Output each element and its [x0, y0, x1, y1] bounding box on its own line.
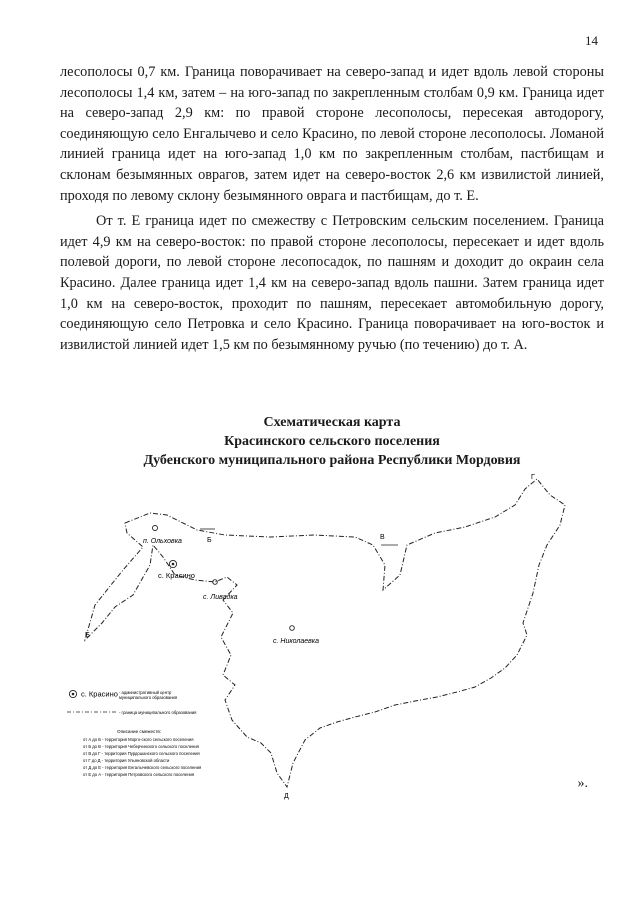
legend-center-marker-dot: [72, 693, 75, 696]
center-marker-krasino-dot: [172, 563, 175, 566]
legend-line-4: от Г до Д - территория Ульяновской области: [83, 758, 170, 763]
legend-center-desc-1: - административный центр: [119, 690, 172, 695]
body-text: [60, 62, 604, 360]
legend-description-title: Описание смежеств:: [117, 729, 162, 734]
map-title-line-3: Дубенского муниципального района Республики Мордовия: [143, 453, 521, 468]
settlement-label-livadka: с. Ливадка: [203, 594, 238, 601]
point-label-v: В: [380, 534, 385, 541]
schematic-map: [55, 465, 595, 805]
settlement-label-olkhovka: п. Ольховка: [143, 538, 182, 545]
closing-quote: ».: [577, 776, 588, 791]
map-title: [60, 413, 604, 470]
legend-center-desc-2: муниципального образования: [119, 695, 178, 700]
legend-line-1: от А до Б - территория Морго-ского сельского поселения: [83, 737, 194, 742]
map-title-line-1: Схематическая карта: [263, 415, 401, 430]
map-title-line-2: Красинского сельского поселения: [224, 434, 440, 449]
legend-line-2: от Б до В - территория Чеберчинского сельского поселения: [83, 744, 199, 749]
settlement-marker-nikolaevka: [290, 626, 295, 631]
legend-line-3: от В до Г - территория Пурдошанского сельского поселения: [83, 751, 200, 756]
legend-line-5: от Д до Е - территория Енгалычевского сельского поселения: [83, 765, 202, 770]
settlement-label-nikolaevka: с. Николаевка: [273, 638, 319, 645]
paragraph-1: лесополосы 0,7 км. Граница поворачивает на северо-запад и идет вдоль левой стороны лесополосы 1,4 км, затем – на юго-запад по закрепленным столбам 0,9 км. Граница идет на северо-запад 2,9 км: по правой стороне лесополосы, пересекая автодорогу, соединяющую село Енгалычево и село Красино, по левой стороне лесополосы. Ломаной линией граница идет на юго-запад 1,0 км по закрепленным столбам, пастбищам и склонам безымянных оврагов, затем идет на северо-восток 2,6 км извилистой линией, проходя по левому склону безымянного оврага и пастбищам, до т. Е.: [60, 64, 604, 204]
map-drawing: [55, 465, 595, 805]
settlement-marker-olkhovka: [153, 526, 158, 531]
point-label-e: Е: [85, 632, 90, 639]
point-label-g: Г: [531, 474, 535, 481]
legend-line-6: от Е до А - территория Петровского сельского поселения: [83, 772, 195, 777]
map-legend: [67, 690, 201, 778]
settlement-label-krasino: с. Красино: [158, 571, 195, 580]
page-number: 14: [585, 33, 598, 48]
point-label-b: Б: [207, 537, 212, 544]
point-label-d: Д: [284, 793, 289, 800]
paragraph-2: От т. Е граница идет по смежеству с Петровским сельским поселением. Граница идет 4,9 км на северо-восток: по правой стороне лесополосы, пересекает и идет вдоль полевой дороги, по левой стороне лесопосадок, по пашням и доходит до окраин села Красино. Далее граница идет 1,4 км на северо-запад вдоль пашни. Затем граница идет 1,0 км на северо-восток, проходит по пашням, пересекает автомобильную дорогу, соединяющую село Петровка и село Красино. Граница поворачивает на юго-восток и извилистой линией идет 1,5 км по безымянному ручью (по течению) до т. А.: [60, 213, 604, 353]
legend-center-label: с. Красино: [81, 689, 118, 699]
legend-boundary-desc: - граница муниципального образования: [119, 710, 197, 715]
